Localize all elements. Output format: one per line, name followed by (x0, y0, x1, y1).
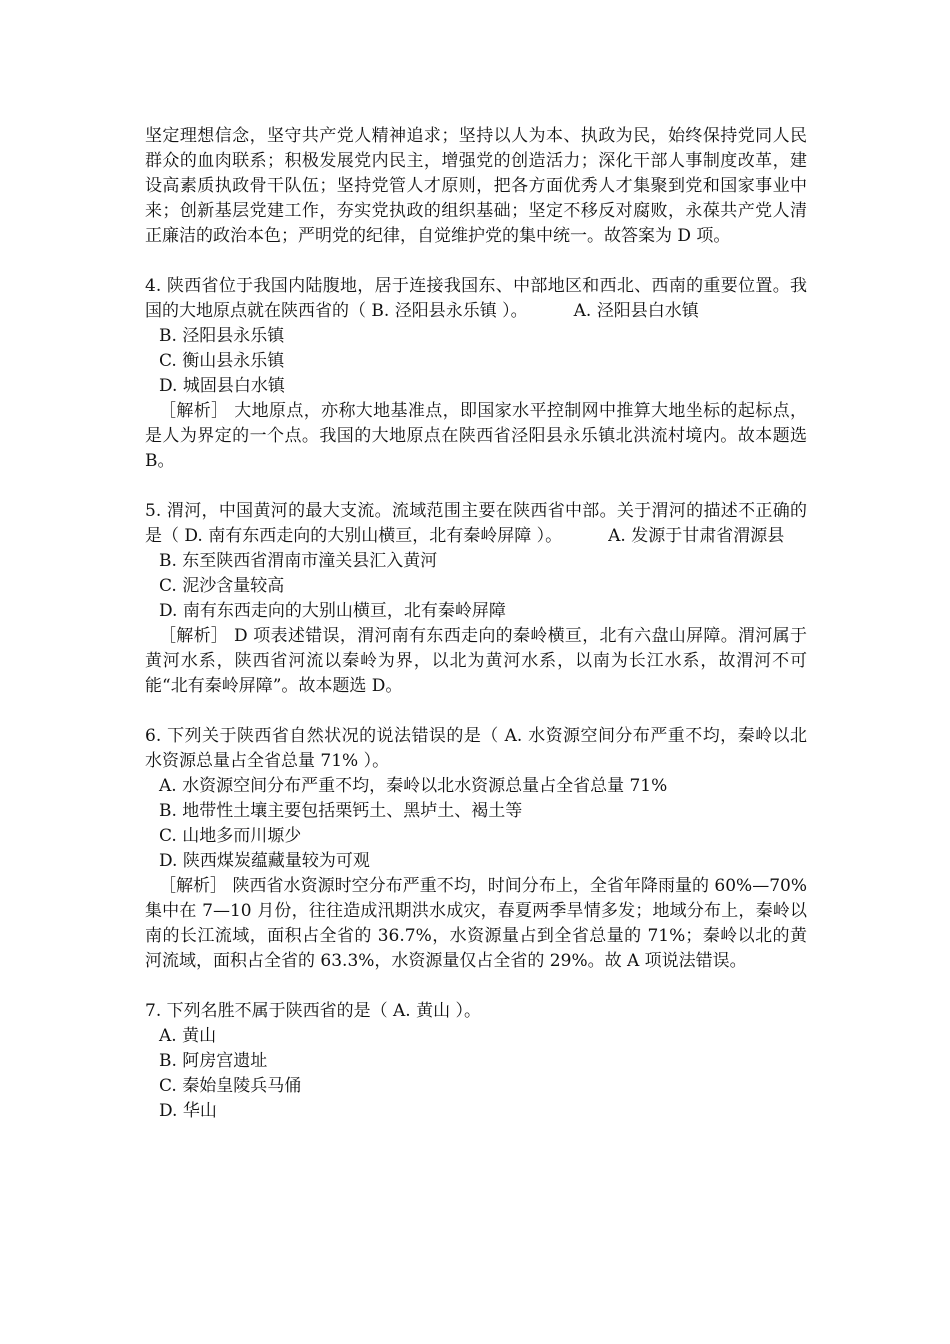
question-5-analysis: ［解析］ D 项表述错误，渭河南有东西走向的秦岭横亘，北有六盘山屏障。渭河属于黄河水系，陕西省河流以秦岭为界，以北为黄河水系，以南为长江水系，故渭河不可能“北有秦岭屏障”。故本题选 D。 (145, 626, 807, 696)
question-4-stem-text: 4. 陕西省位于我国内陆腹地，居于连接我国东、中部地区和西北、西南的重要位置。我国的大地原点就在陕西省的（ B. 泾阳县永乐镇 ）。 (145, 276, 807, 321)
question-6-analysis: ［解析］ 陕西省水资源时空分布严重不均，时间分布上，全省年降雨量的 60%—70%集中在 7—10 月份，往往造成汛期洪水成灾，春夏两季旱情多发；地域分布上，秦岭以南的长江流域，面积占全省的 36.7%，水资源量占到全省总量的 71%；秦岭以北的黄河流域，面积占全省的 63.3%，水资源量仅占全省的 29%。故 A 项说法错误。 (145, 876, 807, 971)
question-7-option-a: A. 黄山 (159, 1026, 217, 1046)
question-5-option-d: D. 南有东西走向的大别山横亘，北有秦岭屏障 (159, 601, 506, 621)
question-6-stem: 6. 下列关于陕西省自然状况的说法错误的是（ A. 水资源空间分布严重不均，秦岭以北水资源总量占全省总量 71% ）。 (145, 726, 807, 771)
question-5-stem (145, 499, 807, 549)
question-5 (145, 499, 807, 699)
question-4 (145, 274, 807, 474)
question-5-stem-text: 5. 渭河，中国黄河的最大支流。流域范围主要在陕西省中部。关于渭河的描述不正确的是（ D. 南有东西走向的大别山横亘，北有秦岭屏障 ）。 (145, 501, 807, 546)
question-4-analysis: ［解析］ 大地原点，亦称大地基准点，即国家水平控制网中推算大地坐标的起标点，是人为界定的一个点。我国的大地原点在陕西省泾阳县永乐镇北洪流村境内。故本题选 B。 (145, 401, 807, 471)
question-7-option-d: D. 华山 (159, 1101, 217, 1121)
question-6-option-c: C. 山地多而川塬少 (159, 826, 302, 846)
question-7-stem: 7. 下列名胜不属于陕西省的是（ A. 黄山 ）。 (145, 1001, 482, 1021)
question-6 (145, 724, 807, 974)
question-4-stem (145, 274, 807, 324)
question-4-option-b: B. 泾阳县永乐镇 (159, 326, 285, 346)
question-5-option-c: C. 泥沙含量较高 (159, 576, 285, 596)
document-page (145, 124, 807, 1124)
question-6-option-b: B. 地带性土壤主要包括栗钙土、黑垆土、褐土等 (159, 801, 523, 821)
question-4-option-c: C. 衡山县永乐镇 (159, 351, 285, 371)
question-6-option-a: A. 水资源空间分布严重不均，秦岭以北水资源总量占全省总量 71% (159, 776, 668, 796)
question-5-option-a: A. 发源于甘肃省渭源县 (608, 526, 785, 546)
question-7-option-c: C. 秦始皇陵兵马俑 (159, 1076, 302, 1096)
question-5-option-b: B. 东至陕西省渭南市潼关县汇入黄河 (159, 551, 438, 571)
question-7 (145, 999, 807, 1124)
question-4-option-d: D. 城固县白水镇 (159, 376, 285, 396)
question-6-option-d: D. 陕西煤炭蕴藏量较为可观 (159, 851, 370, 871)
question-7-option-b: B. 阿房宫遗址 (159, 1051, 268, 1071)
intro-paragraph: 坚定理想信念，坚守共产党人精神追求；坚持以人为本、执政为民，始终保持党同人民群众的血肉联系；积极发展党内民主，增强党的创造活力；深化干部人事制度改革，建设高素质执政骨干队伍；坚持党管人才原则，把各方面优秀人才集聚到党和国家事业中来；创新基层党建工作，夯实党执政的组织基础；坚定不移反对腐败，永葆共产党人清正廉洁的政治本色；严明党的纪律，自觉维护党的集中统一。故答案为 D 项。 (145, 126, 807, 246)
question-4-option-a: A. 泾阳县白水镇 (573, 301, 699, 321)
